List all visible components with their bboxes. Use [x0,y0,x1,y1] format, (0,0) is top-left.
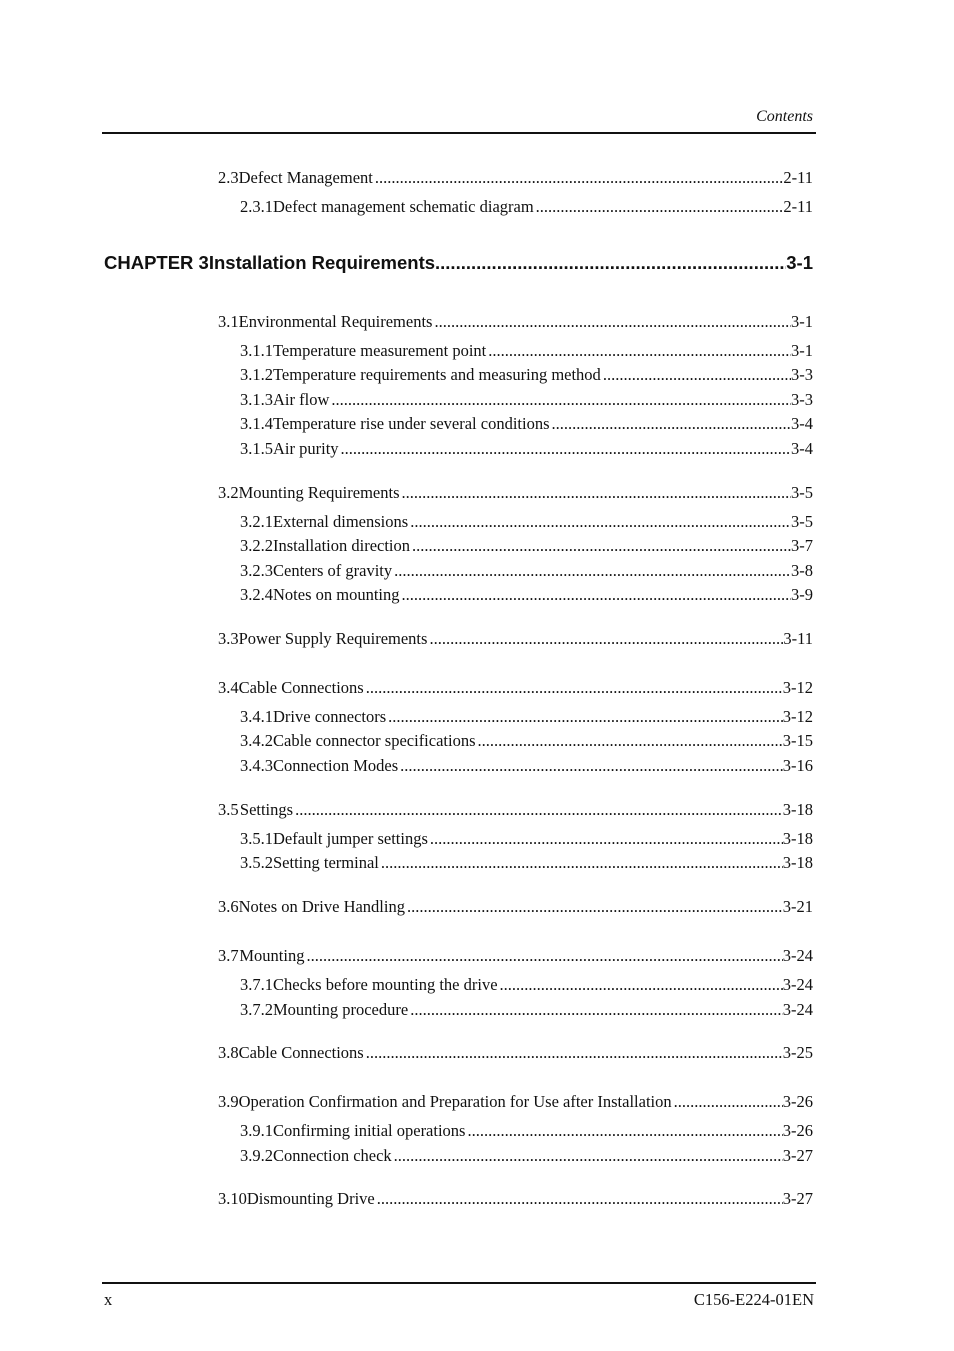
entry-title: Cable connector specifications [273,731,476,750]
toc-entry-3-4-3[interactable] [240,755,813,777]
toc-entry-3-4-2[interactable] [240,730,813,752]
chapter-label: CHAPTER 3 [104,252,209,273]
toc-entry-3-8[interactable] [218,1042,813,1064]
entry-page: 3-5 [791,512,813,531]
toc-entry-2-3[interactable] [218,167,813,189]
entry-number: 3.5 [218,800,239,819]
entry-page: 3-12 [782,678,813,697]
entry-page: 3-4 [791,414,813,433]
toc-entry-3-9-1[interactable] [240,1120,813,1142]
entry-number: 3.2.2 [240,536,273,555]
dot-leader [412,535,791,557]
dot-leader [552,413,792,435]
running-header: Contents [756,108,813,125]
dot-leader [394,1145,783,1167]
entry-number: 3.4.1 [240,707,273,726]
toc-entry-3-1-4[interactable] [240,413,813,435]
entry-title: Mounting [239,946,305,965]
toc-entry-3-2-2[interactable] [240,535,813,557]
entry-title: Power Supply Requirements [238,629,428,648]
entry-number: 3.2 [218,483,239,502]
entry-title: Temperature measurement point [273,341,487,360]
toc-entry-3-1-3[interactable] [240,389,813,411]
entry-title: Setting terminal [273,853,379,872]
dot-leader [366,1042,783,1064]
dot-leader [478,730,783,752]
dot-leader [394,560,791,582]
entry-title: Notes on Drive Handling [238,897,405,916]
dot-leader [488,340,791,362]
entry-title: Mounting Requirements [238,483,400,502]
dot-leader [434,311,791,333]
toc-entry-3-1-1[interactable] [240,340,813,362]
dot-leader [430,828,783,850]
entry-page: 3-3 [791,365,813,384]
entry-title: Connection check [273,1146,392,1165]
entry-number: 3.9.2 [240,1146,273,1165]
entry-number: 3.7.2 [240,1000,273,1019]
entry-number: 3.9 [218,1092,239,1111]
entry-number: 3.5.1 [240,829,273,848]
toc-entry-3-1[interactable] [218,311,813,333]
dot-leader [341,438,791,460]
entry-number: 2.3 [218,168,239,187]
dot-leader [536,196,784,218]
entry-page: 3-12 [782,707,813,726]
toc-entry-3-6[interactable] [218,896,813,918]
dot-leader [331,389,791,411]
entry-title: Installation direction [273,536,411,555]
toc-entry-3-4-1[interactable] [240,706,813,728]
entry-number: 3.5.2 [240,853,273,872]
entry-page: 3-7 [791,536,813,555]
dot-leader [401,482,791,504]
toc-entry-3-7-2[interactable] [240,999,813,1021]
entry-title: Temperature requirements and measuring method [273,365,601,384]
dot-leader [410,999,783,1021]
entry-number: 3.1.1 [240,341,273,360]
entry-page: 3-18 [782,853,813,872]
toc-entry-3-2-3[interactable] [240,560,813,582]
entry-title: Cable Connections [238,1043,364,1062]
dot-leader [402,584,792,606]
toc-entry-3-3[interactable] [218,628,813,650]
entry-number: 3.1.4 [240,414,273,433]
toc-entry-3-7[interactable] [218,945,813,967]
toc-entry-3-4[interactable] [218,677,813,699]
entry-number: 3.2.4 [240,585,273,604]
entry-title: Settings [239,800,294,819]
entry-title: Environmental Requirements [238,312,433,331]
toc-entry-2-3-1[interactable] [240,196,813,218]
entry-page: 3-21 [782,897,813,916]
dot-leader [306,945,782,967]
entry-number: 3.1.3 [240,390,273,409]
dot-leader [429,628,783,650]
entry-page: 2-11 [783,197,813,216]
footer-rule [102,1282,816,1284]
entry-page: 3-11 [783,629,813,648]
entry-title: Notes on mounting [273,585,400,604]
entry-title: Checks before mounting the drive [273,975,498,994]
chapter-title: Installation Requirements [208,252,436,273]
dot-leader [674,1091,783,1113]
entry-title: External dimensions [273,512,409,531]
entry-number: 3.1.5 [240,439,273,458]
entry-page: 3-8 [791,561,813,580]
entry-page: 3-27 [782,1189,813,1208]
dot-leader [381,852,783,874]
entry-page: 3-25 [782,1043,813,1062]
dot-leader [435,250,786,276]
entry-page: 3-1 [791,341,813,360]
entry-page: 3-9 [791,585,813,604]
entry-title: Operation Confirmation and Preparation for Use after Installation [238,1092,672,1111]
dot-leader [407,896,783,918]
toc-entry-3-1-5[interactable] [240,438,813,460]
entry-number: 2.3.1 [240,197,273,216]
entry-number: 3.2.3 [240,561,273,580]
toc-entry-3-7-1[interactable] [240,974,813,996]
entry-number: 3.3 [218,629,239,648]
entry-number: 3.10 [218,1189,247,1208]
entry-number: 3.7 [218,946,239,965]
entry-title: Drive connectors [273,707,387,726]
entry-title: Air purity [273,439,339,458]
entry-page: 3-18 [782,800,813,819]
entry-title: Centers of gravity [273,561,393,580]
entry-title: Connection Modes [273,756,399,775]
toc-entry-3-1-2[interactable] [240,364,813,386]
toc-entry-3-2[interactable] [218,482,813,504]
toc-entry-3-5-2[interactable] [240,852,813,874]
page-number: x [104,1290,113,1309]
entry-title: Defect Management [238,168,373,187]
entry-number: 3.8 [218,1043,239,1062]
toc-entry-3-5[interactable] [218,799,813,821]
entry-page: 3-18 [782,829,813,848]
entry-number: 3.7.1 [240,975,273,994]
dot-leader [295,799,783,821]
toc-entry-3-2-1[interactable] [240,511,813,533]
dot-leader [377,1188,783,1210]
dot-leader [410,511,791,533]
entry-page: 3-4 [791,439,813,458]
entry-page: 3-26 [782,1092,813,1111]
dot-leader [400,755,783,777]
entry-number: 3.4.3 [240,756,273,775]
toc-entry-3-5-1[interactable] [240,828,813,850]
entry-page: 3-5 [791,483,813,502]
entry-number: 3.4 [218,678,239,697]
dot-leader [375,167,784,189]
entry-page: 3-15 [782,731,813,750]
entry-title: Confirming initial operations [273,1121,466,1140]
header-rule [102,132,816,134]
entry-title: Default jumper settings [273,829,428,848]
entry-page: 3-24 [782,1000,813,1019]
entry-page: 3-24 [782,975,813,994]
entry-title: Mounting procedure [273,1000,409,1019]
entry-page: 3-26 [782,1121,813,1140]
entry-page: 3-24 [782,946,813,965]
toc-entry-3-2-4[interactable] [240,584,813,606]
chapter-heading[interactable] [104,250,813,276]
entry-title: Defect management schematic diagram [273,197,534,216]
entry-page: 3-16 [782,756,813,775]
entry-page: 3-27 [782,1146,813,1165]
entry-number: 3.6 [218,897,239,916]
entry-title: Dismounting Drive [246,1189,375,1208]
dot-leader [388,706,783,728]
entry-title: Temperature rise under several conditions [273,414,550,433]
entry-page: 3-1 [791,312,813,331]
entry-title: Cable Connections [238,678,364,697]
entry-number: 3.4.2 [240,731,273,750]
toc-entry-3-9-2[interactable] [240,1145,813,1167]
dot-leader [467,1120,782,1142]
entry-number: 3.1.2 [240,365,273,384]
entry-page: 3-3 [791,390,813,409]
dot-leader [603,364,791,386]
entry-number: 3.9.1 [240,1121,273,1140]
entry-number: 3.2.1 [240,512,273,531]
chapter-page: 3-1 [786,252,813,273]
entry-page: 2-11 [783,168,813,187]
toc-entry-3-9[interactable] [218,1091,813,1113]
toc-entry-3-10[interactable] [218,1188,813,1210]
dot-leader [500,974,783,996]
entry-title: Air flow [273,390,330,409]
entry-number: 3.1 [218,312,239,331]
document-code: C156-E224-01EN [693,1290,814,1309]
dot-leader [366,677,783,699]
